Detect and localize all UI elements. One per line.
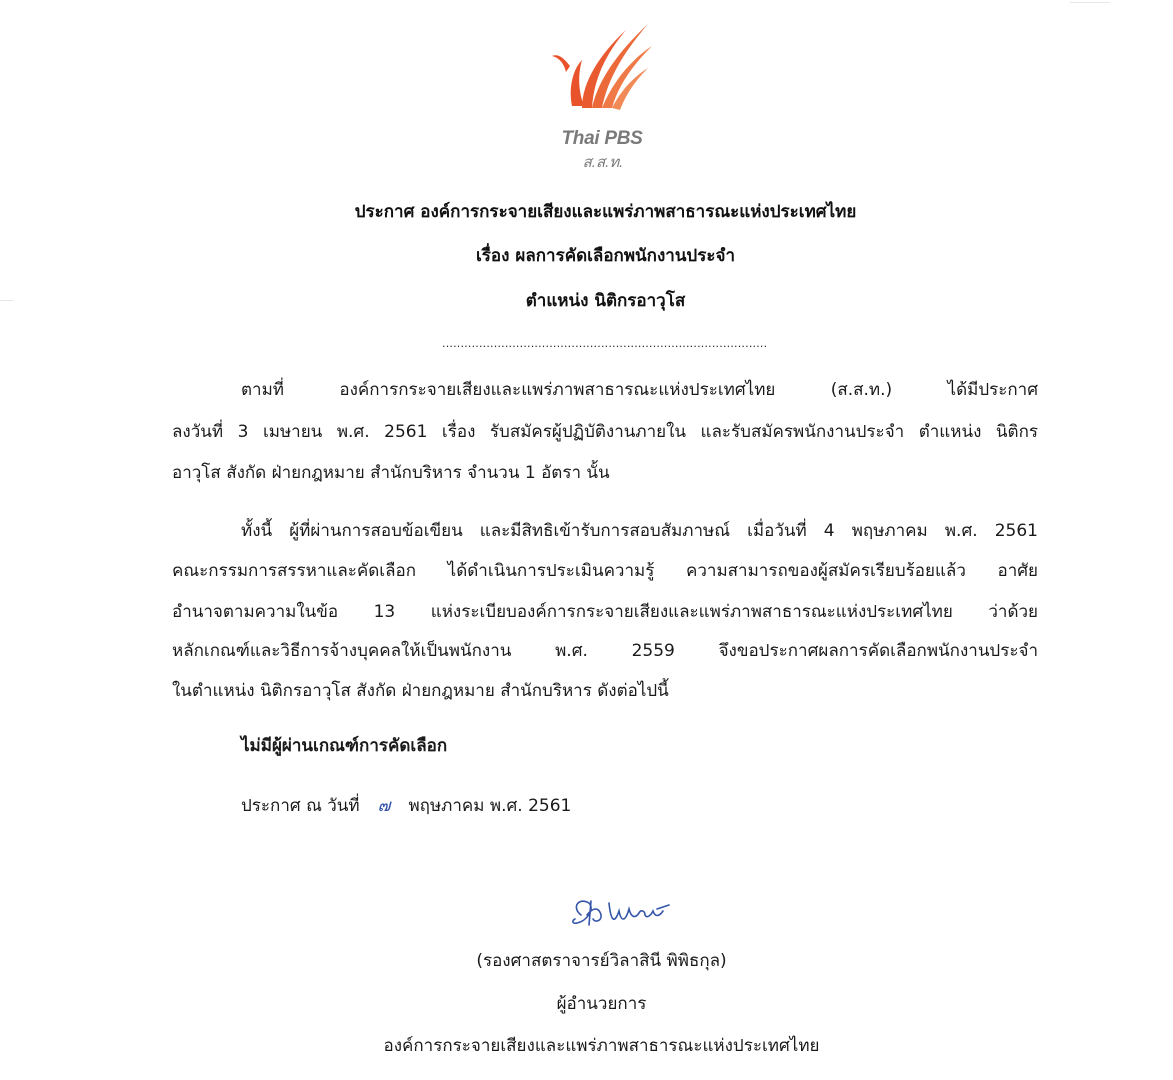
handwritten-signature <box>565 893 705 933</box>
date-prefix: ประกาศ ณ วันที่ <box>241 796 360 816</box>
announcement-position: ตำแหน่ง นิติกรอาวุโส <box>525 291 686 311</box>
paragraph-1-line-1: ตามที่ องค์การกระจายเสียงและแพร่ภาพสาธารณะแห่งประเทศไทย (ส.ส.ท.) ได้มีประกาศ <box>241 380 1038 400</box>
paragraph-2-line-1: ทั้งนี้ ผู้ที่ผ่านการสอบข้อเขียน และมีสิทธิเข้ารับการสอบสัมภาษณ์ เมื่อวันที่ 4 พฤษภาคม พ.ศ. 2561 <box>241 521 1038 541</box>
signatory-name: (รองศาสตราจารย์วิลาสินี พิพิธกุล) <box>476 951 727 971</box>
paragraph-2-line-3: อำนาจตามความในข้อ 13 แห่งระเบียบองค์การกระจายเสียงและแพร่ภาพสาธารณะแห่งประเทศไทย ว่าด้วย <box>172 602 1038 622</box>
dotted-separator: ........................................................................................ <box>442 337 768 350</box>
paragraph-1-line-2: ลงวันที่ 3 เมษายน พ.ศ. 2561 เรื่อง รับสมัครผู้ปฏิบัติงานภายใน และรับสมัครพนักงานประจำ ตำแหน่ง นิติกร <box>172 422 1038 442</box>
logo-subtitle: ส.ส.ท. <box>582 154 624 171</box>
date-suffix: พฤษภาคม พ.ศ. 2561 <box>408 796 572 816</box>
paragraph-2-line-5: ในตำแหน่ง นิติกรอาวุโส สังกัด ฝ่ายกฎหมาย สำนักบริหาร ดังต่อไปนี้ <box>172 681 669 701</box>
signatory-organization: องค์การกระจายเสียงและแพร่ภาพสาธารณะแห่งประเทศไทย <box>383 1036 820 1056</box>
announcement-title: ประกาศ องค์การกระจายเสียงและแพร่ภาพสาธารณะแห่งประเทศไทย <box>354 202 857 222</box>
scan-artifact <box>1070 2 1110 3</box>
announcement-subject: เรื่อง ผลการคัดเลือกพนักงานประจำ <box>475 246 735 266</box>
selection-result: ไม่มีผู้ผ่านเกณฑ์การคัดเลือก <box>241 736 448 756</box>
bird-logo-icon <box>548 16 658 131</box>
paragraph-1-line-3: อาวุโส สังกัด ฝ่ายกฎหมาย สำนักบริหาร จำนวน 1 อัตรา นั้น <box>172 463 610 483</box>
handwritten-day: ๗ <box>377 796 391 816</box>
announcement-date <box>241 792 571 819</box>
thai-pbs-logo <box>548 16 658 171</box>
signatory-title: ผู้อำนวยการ <box>556 994 647 1014</box>
paragraph-2-line-2: คณะกรรมการสรรหาและคัดเลือก ได้ดำเนินการประเมินความรู้ ความสามารถของผู้สมัครเรียบร้อยแล้ว อาศัย <box>172 561 1038 581</box>
logo-wordmark: Thai PBS <box>561 128 643 149</box>
paragraph-2-line-4: หลักเกณฑ์และวิธีการจ้างบุคคลให้เป็นพนักงาน พ.ศ. 2559 จึงขอประกาศผลการคัดเลือกพนักงานประจำ <box>172 641 1038 661</box>
